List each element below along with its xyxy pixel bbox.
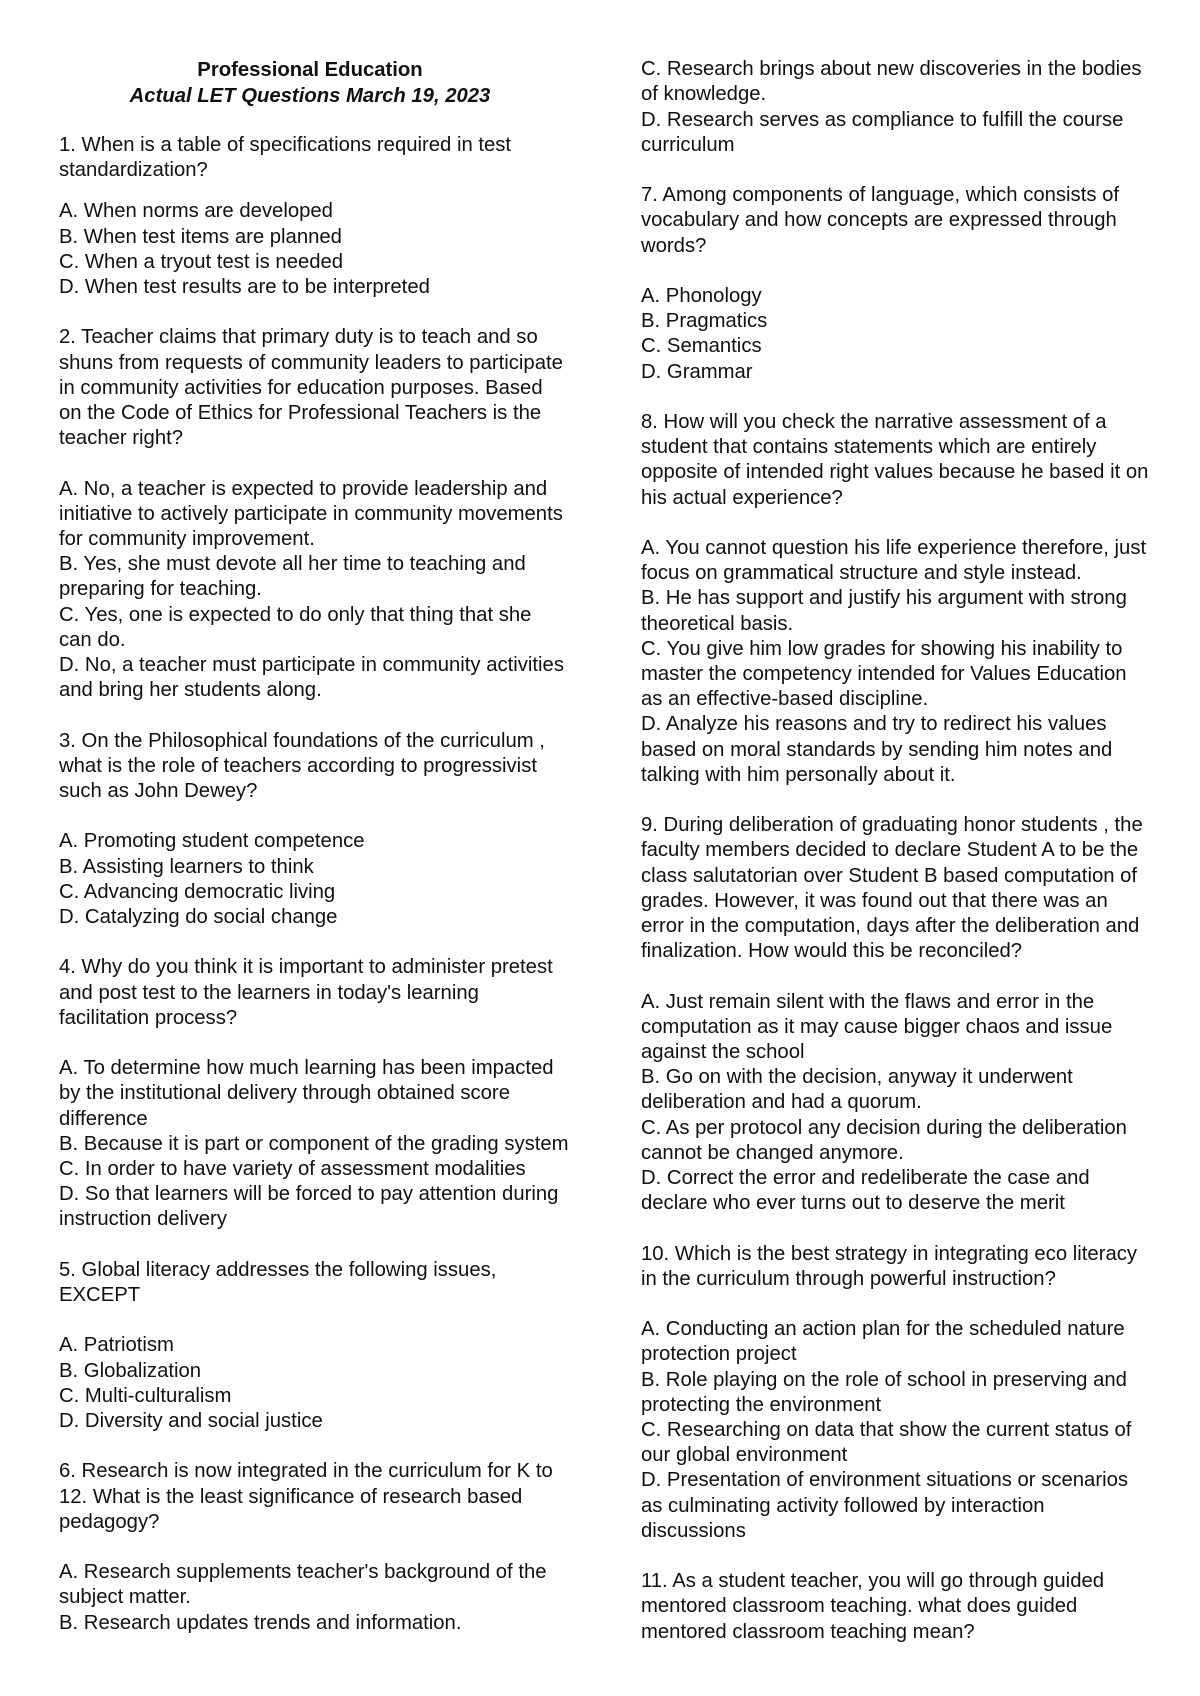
question-stem-line: 11. As a student teacher, you will go through guided	[641, 1570, 1105, 1593]
answer-choice-line: D. Correct the error and redeliberate the case and	[641, 1167, 1090, 1190]
answer-choice-line: cannot be changed anymore.	[641, 1141, 904, 1164]
answer-choice	[59, 905, 561, 930]
answer-choices	[641, 57, 1151, 158]
question-stem-line: and post test to the learners in today's learning	[59, 981, 479, 1004]
answer-choices	[59, 199, 561, 300]
answer-choice	[59, 829, 561, 854]
answer-choice	[641, 1468, 1151, 1544]
question-item	[641, 410, 1151, 788]
answer-choice-line: A. Research supplements teacher's background of the	[59, 1561, 547, 1584]
answer-choice	[641, 586, 1151, 636]
answer-choice-line: as an effective-based discipline.	[641, 688, 929, 711]
answer-choice-line: A. Promoting student competence	[59, 830, 365, 853]
answer-choice-line: B. Yes, she must devote all her time to teaching and	[59, 553, 526, 576]
answer-choice-line: D. Analyze his reasons and try to redirect his values	[641, 713, 1107, 736]
answer-choice	[641, 712, 1151, 788]
answer-choice-line: theoretical basis.	[641, 612, 794, 635]
question-stem	[59, 133, 561, 183]
answer-choices	[59, 829, 561, 930]
answer-choice	[59, 1182, 561, 1232]
answer-choice-line: D. Presentation of environment situations or scenarios	[641, 1469, 1128, 1492]
answer-choice	[59, 880, 561, 905]
question-stem-line: 1. When is a table of specifications required in test	[59, 133, 512, 156]
question-stem	[59, 955, 561, 1031]
answer-choice	[59, 855, 561, 880]
question-item	[59, 133, 561, 301]
answer-choice-line: B. Pragmatics	[641, 310, 768, 333]
answer-choice	[641, 1418, 1151, 1468]
question-stem-line: vocabulary and how concepts are expressed through	[641, 209, 1117, 232]
answer-choice-line: computation as it may cause bigger chaos and issue	[641, 1015, 1113, 1038]
question-stem	[59, 325, 561, 451]
answer-choice	[59, 1384, 561, 1409]
question-continuation	[641, 57, 1151, 158]
answer-choice-line: B. Assisting learners to think	[59, 855, 314, 878]
answer-choice-line: and bring her students along.	[59, 679, 322, 702]
answer-choice-line: by the institutional delivery through obtained score	[59, 1082, 510, 1105]
answer-choice-line: D. Research serves as compliance to fulfill the course	[641, 108, 1124, 131]
question-item	[641, 1569, 1151, 1645]
answer-choice-line: B. Go on with the decision, anyway it underwent	[641, 1066, 1073, 1089]
question-stem-line: mentored classroom teaching. what does guided	[641, 1595, 1078, 1618]
answer-choice-line: D. Grammar	[641, 360, 753, 383]
answer-choice-line: C. Multi-culturalism	[59, 1384, 232, 1407]
answer-choice-line: preparing for teaching.	[59, 578, 262, 601]
answer-choice-line: B. Globalization	[59, 1359, 202, 1382]
answer-choice-line: B. He has support and justify his argument with strong	[641, 587, 1127, 610]
answer-choice	[59, 477, 561, 553]
answer-choice	[641, 57, 1151, 107]
question-stem-line: 4. Why do you think it is important to administer pretest	[59, 956, 553, 979]
question-stem-line: 9. During deliberation of graduating honor students , the	[641, 814, 1143, 837]
question-stem-line: facilitation process?	[59, 1006, 238, 1029]
question-stem-line: opposite of intended right values because he based it on	[641, 461, 1149, 484]
question-stem-line: his actual experience?	[641, 486, 843, 509]
answer-choice-line: deliberation and had a quorum.	[641, 1091, 922, 1114]
answer-choices	[641, 990, 1151, 1217]
answer-choice	[59, 250, 561, 275]
answer-choice-line: declare who ever turns out to deserve the merit	[641, 1192, 1065, 1215]
answer-choice-line: D. Catalyzing do social change	[59, 905, 338, 928]
question-stem-line: class salutatorian over Student B based computation of	[641, 864, 1138, 887]
answer-choices	[641, 536, 1151, 788]
answer-choice-line: protecting the environment	[641, 1393, 882, 1416]
question-stem-line: 7. Among components of language, which consists of	[641, 184, 1120, 207]
answer-choices	[59, 1560, 561, 1636]
question-stem-line: teacher right?	[59, 427, 184, 450]
answer-choice-line: A. You cannot question his life experience therefore, just	[641, 536, 1147, 559]
question-stem-line: EXCEPT	[59, 1283, 141, 1306]
question-item	[641, 813, 1151, 1216]
document-subtitle: Actual LET Questions March 19, 2023	[129, 84, 491, 107]
right-column-questions	[641, 57, 1151, 1645]
answer-choice-line: talking with him personally about it.	[641, 763, 956, 786]
answer-choice	[59, 653, 564, 703]
answer-choice	[641, 309, 1151, 334]
answer-choice-line: against the school	[641, 1041, 805, 1064]
answer-choice	[641, 1166, 1151, 1216]
question-stem-line: what is the role of teachers according to progressivist	[59, 754, 537, 777]
question-stem-line: in community activities for education purposes. Based	[59, 376, 543, 399]
answer-choice-line: C. You give him low grades for showing his inability to	[641, 637, 1123, 660]
answer-choice-line: our global environment	[641, 1444, 848, 1467]
answer-choice	[59, 552, 561, 602]
answer-choice-line: discussions	[641, 1519, 746, 1542]
answer-choice-line: D. When test results are to be interpreted	[59, 275, 430, 298]
answer-choices	[59, 1056, 569, 1232]
answer-choice	[59, 225, 561, 250]
question-item	[59, 325, 564, 703]
answer-choice	[641, 1116, 1151, 1166]
question-stem-line: pedagogy?	[59, 1510, 160, 1533]
question-item	[59, 1459, 561, 1635]
question-stem-line: 8. How will you check the narrative assessment of a	[641, 410, 1107, 433]
answer-choice	[59, 1132, 569, 1157]
answer-choice-line: subject matter.	[59, 1586, 191, 1609]
answer-choice-line: C. Advancing democratic living	[59, 880, 336, 903]
answer-choice-line: initiative to actively participate in community movements	[59, 502, 563, 525]
question-item	[641, 1242, 1151, 1544]
answer-choice	[641, 1317, 1151, 1367]
answer-choice-line: master the competency intended for Values Education	[641, 663, 1127, 685]
answer-choices	[641, 1317, 1151, 1544]
answer-choice	[59, 275, 561, 300]
question-stem-line: standardization?	[59, 158, 208, 181]
answer-choice-line: difference	[59, 1107, 148, 1130]
answer-choice	[641, 1065, 1151, 1115]
answer-choice-line: protection project	[641, 1343, 797, 1366]
question-stem-line: such as John Dewey?	[59, 779, 258, 802]
answer-choice-line: instruction delivery	[59, 1208, 227, 1231]
question-stem	[641, 410, 1151, 511]
answer-choice-line: C. In order to have variety of assessment modalities	[59, 1157, 526, 1180]
answer-choice-line: A. Patriotism	[59, 1334, 174, 1357]
answer-choice-line: focus on grammatical structure and style instead.	[641, 562, 1082, 585]
answer-choice-line: C. Yes, one is expected to do only that thing that she	[59, 603, 532, 626]
answer-choice	[641, 334, 1151, 359]
answer-choice-line: B. Role playing on the role of school in preserving and	[641, 1368, 1127, 1391]
question-stem	[641, 1242, 1151, 1292]
question-stem-line: student that contains statements which are entirely	[641, 436, 1097, 459]
answer-choice-line: B. Because it is part or component of the grading system	[59, 1132, 569, 1155]
left-column	[59, 58, 569, 1635]
answer-choice-line: A. Phonology	[641, 284, 762, 307]
question-stem-line: on the Code of Ethics for Professional Teachers is the	[59, 401, 542, 424]
answer-choice-line: A. No, a teacher is expected to provide leadership and	[59, 477, 548, 500]
question-stem-line: 2. Teacher claims that primary duty is to teach and so	[59, 326, 538, 349]
answer-choice-line: C. When a tryout test is needed	[59, 250, 344, 273]
answer-choice-line: C. As per protocol any decision during the deliberation	[641, 1116, 1127, 1139]
answer-choice-line: C. Semantics	[641, 335, 762, 358]
left-column-questions	[59, 133, 569, 1636]
answer-choice-line: B. When test items are planned	[59, 225, 342, 248]
question-stem-line: 6. Research is now integrated in the curriculum for K to	[59, 1460, 553, 1483]
answer-choice-line: B. Research updates trends and information.	[59, 1611, 462, 1634]
answer-choice-line: A. Just remain silent with the flaws and error in the	[641, 990, 1095, 1013]
answer-choice	[59, 1157, 561, 1182]
answer-choice-line: as culminating activity followed by interaction	[641, 1494, 1045, 1517]
answer-choice	[641, 284, 1151, 309]
answer-choice-line: D. So that learners will be forced to pay attention during	[59, 1183, 559, 1206]
question-stem-line: faculty members decided to declare Student A to be the	[641, 839, 1139, 862]
answer-choice	[59, 1409, 561, 1434]
question-stem-line: 12. What is the least significance of research based	[59, 1485, 523, 1508]
question-item	[59, 1258, 561, 1434]
question-stem	[59, 729, 561, 805]
answer-choice-line: C. Research brings about new discoveries in the bodies	[641, 58, 1142, 81]
answer-choice	[59, 1056, 561, 1132]
answer-choices	[59, 1333, 561, 1434]
answer-choice	[59, 1611, 561, 1636]
answer-choice	[641, 108, 1151, 158]
answer-choice	[59, 1333, 561, 1358]
answer-choice	[641, 637, 1151, 713]
question-item	[641, 183, 1151, 385]
question-stem-line: error in the computation, days after the deliberation and	[641, 915, 1140, 938]
question-stem	[641, 813, 1151, 964]
question-stem-line: in the curriculum through powerful instruction?	[641, 1267, 1056, 1290]
answer-choice	[59, 199, 561, 224]
answer-choice-line: A. When norms are developed	[59, 200, 333, 223]
question-stem	[59, 1258, 561, 1308]
answer-choice	[641, 1368, 1151, 1418]
question-stem-line: words?	[641, 234, 707, 257]
question-stem-line: grades. However, it was found out that there was an	[641, 889, 1108, 912]
answer-choice	[59, 603, 561, 653]
answer-choice-line: A. Conducting an action plan for the scheduled nature	[641, 1318, 1125, 1341]
answer-choice-line: based on moral standards by sending him notes and	[641, 738, 1113, 761]
question-item	[59, 729, 561, 931]
answer-choices	[59, 477, 564, 704]
question-stem-line: 3. On the Philosophical foundations of the curriculum ,	[59, 729, 545, 752]
answer-choice-line: D. Diversity and social justice	[59, 1409, 323, 1432]
answer-choice-line: A. To determine how much learning has been impacted	[59, 1057, 554, 1080]
question-item	[59, 955, 569, 1232]
question-stem-line: shuns from requests of community leaders to participate	[59, 351, 563, 374]
answer-choice-line: for community improvement.	[59, 527, 315, 550]
answer-choice	[641, 536, 1151, 586]
question-stem-line: 10. Which is the best strategy in integrating eco literacy	[641, 1242, 1138, 1265]
answer-choice-line: can do.	[59, 628, 126, 651]
question-stem	[59, 1459, 561, 1535]
answer-choice	[59, 1560, 561, 1610]
answer-choice-line: C. Researching on data that show the current status of	[641, 1419, 1132, 1442]
answer-choice	[641, 990, 1151, 1066]
answer-choice	[59, 1359, 561, 1384]
question-stem	[641, 183, 1151, 259]
answer-choice	[641, 360, 1151, 385]
answer-choices	[641, 284, 1151, 385]
question-stem-line: 5. Global literacy addresses the following issues,	[59, 1258, 497, 1281]
answer-choice-line: of knowledge.	[641, 83, 767, 106]
question-stem-line: finalization. How would this be reconciled?	[641, 940, 1023, 963]
answer-choice-line: curriculum	[641, 133, 735, 156]
question-stem-line: mentored classroom teaching mean?	[641, 1620, 975, 1643]
question-stem	[641, 1569, 1151, 1645]
answer-choice-line: D. No, a teacher must participate in community activities	[59, 653, 564, 676]
right-column	[641, 57, 1151, 1645]
document-title: Professional Education	[197, 59, 423, 82]
